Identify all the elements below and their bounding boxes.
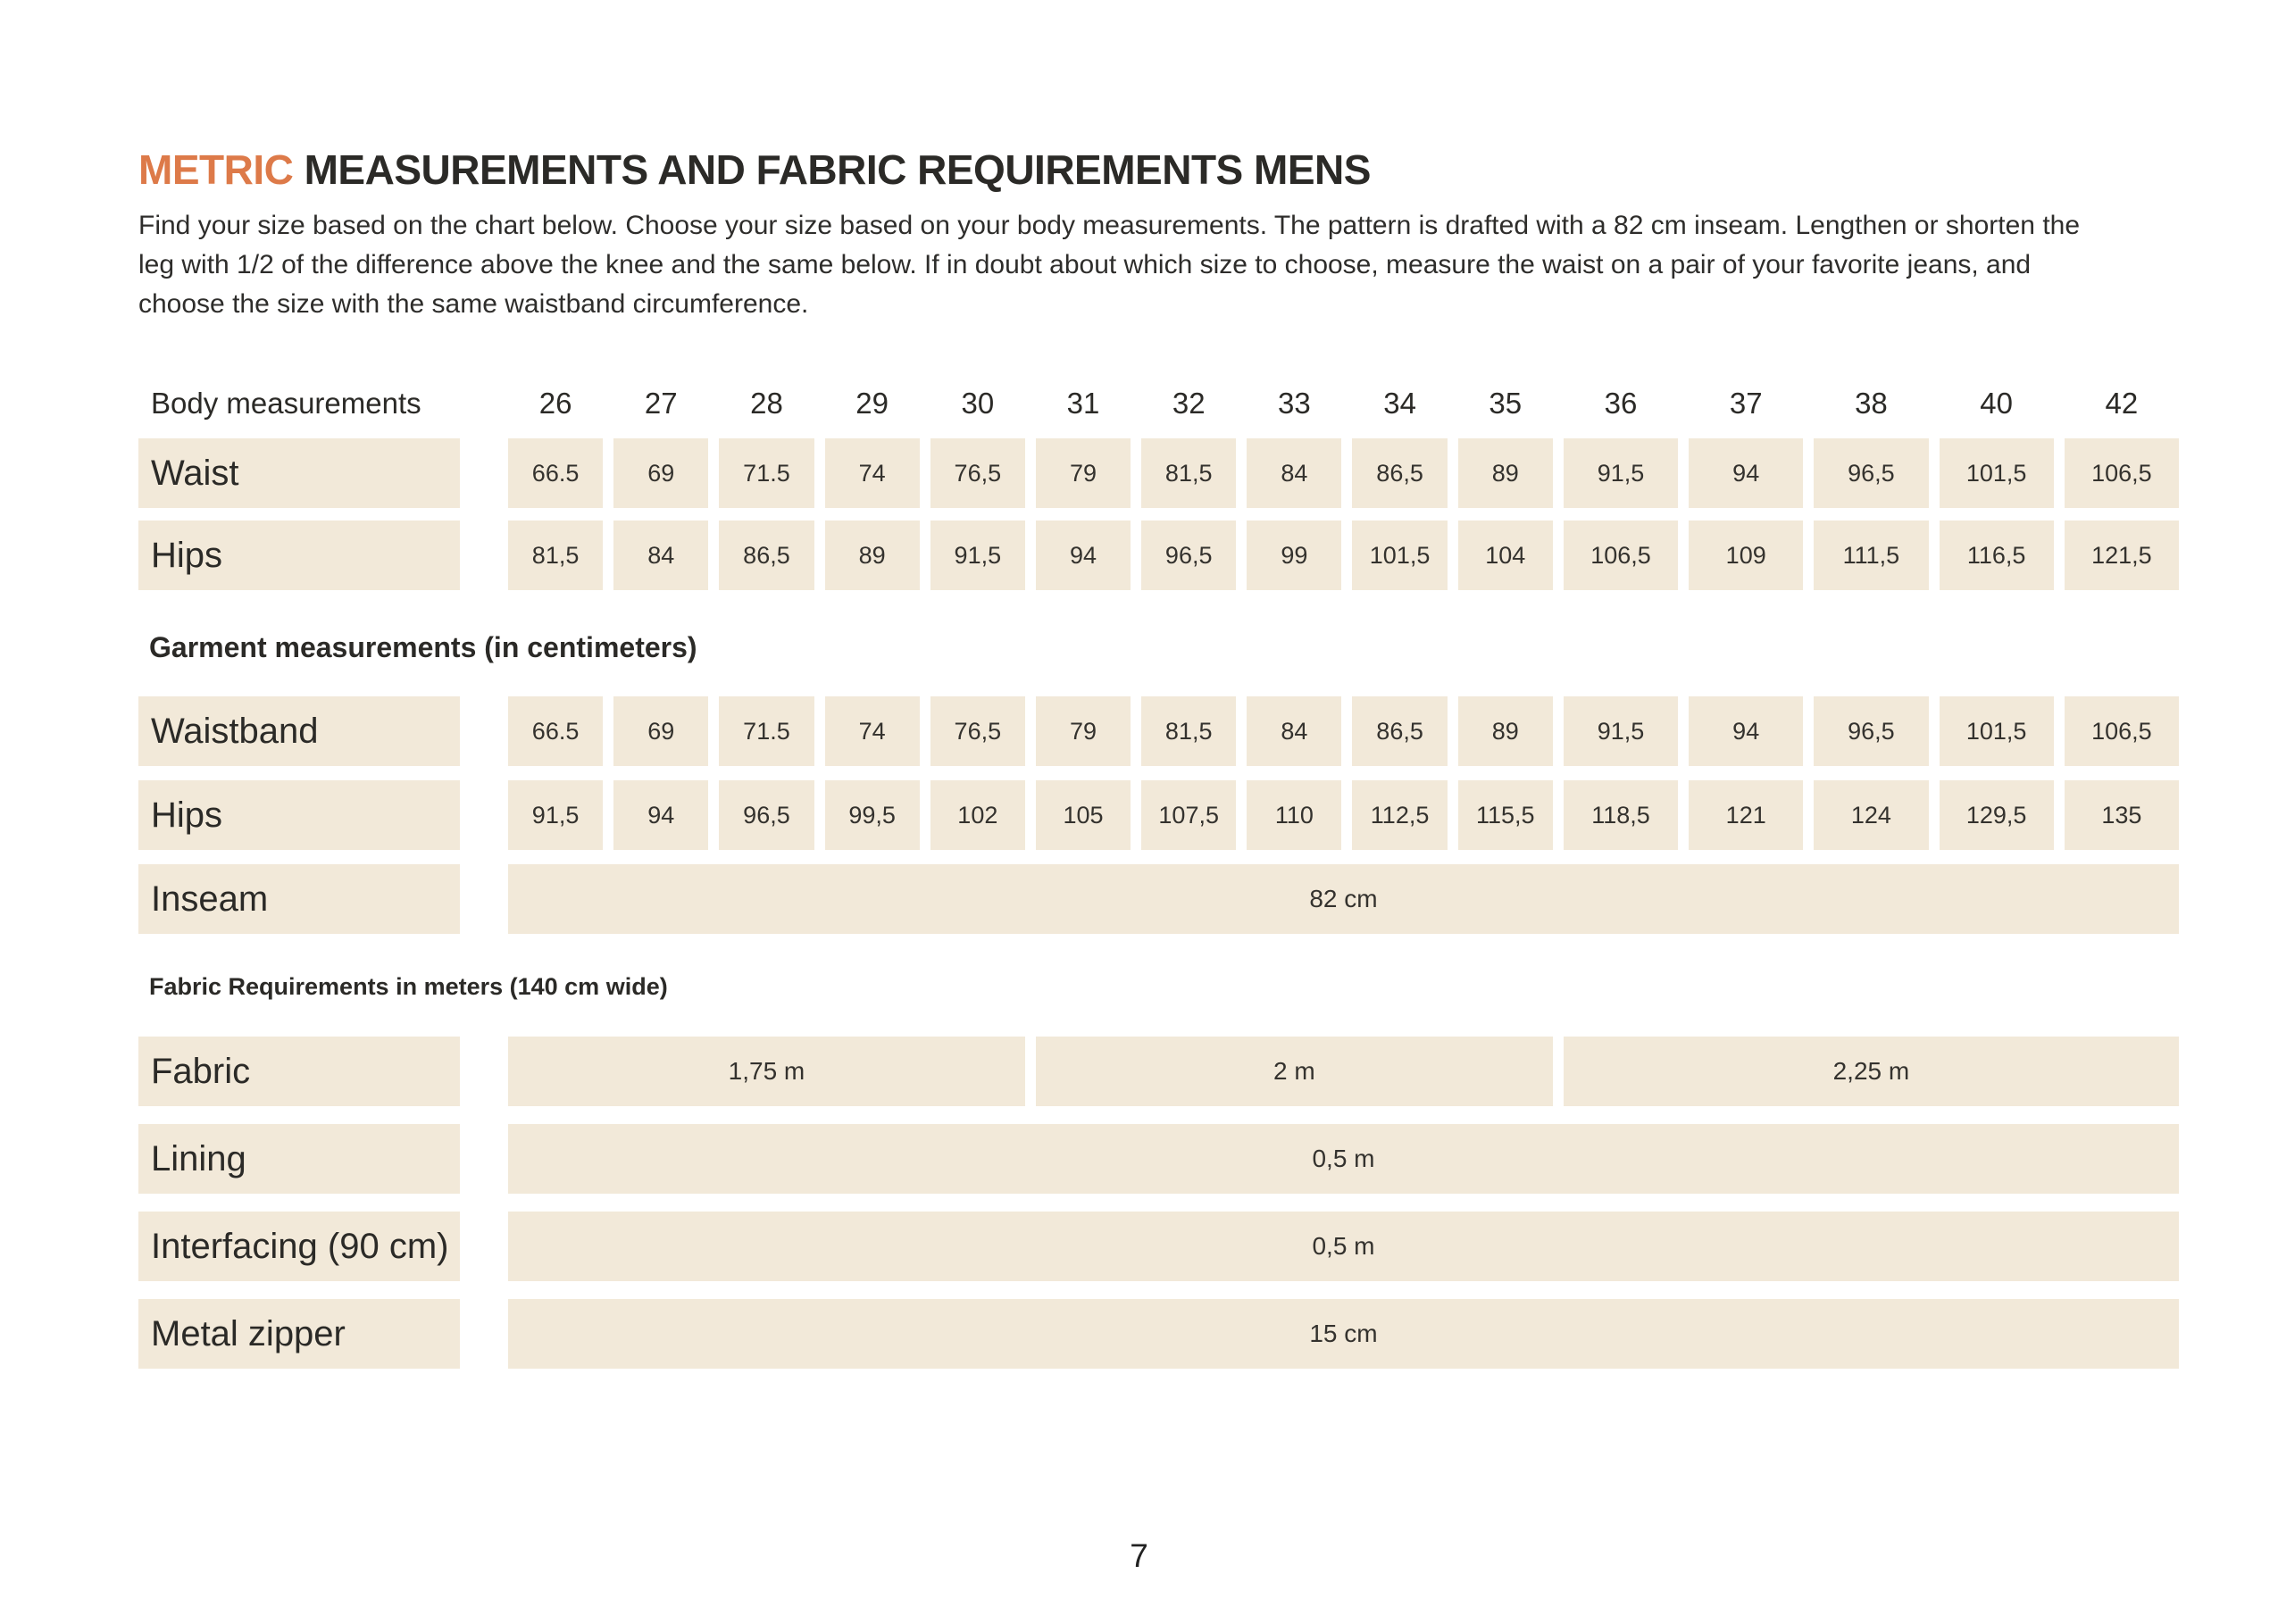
size-col-header: 36 — [1604, 387, 1638, 420]
hips-value: 104 — [1458, 521, 1553, 590]
fabric-span-medium: 2 m — [1036, 1037, 1553, 1106]
hips-value: 111,5 — [1814, 521, 1928, 590]
garment-hips-value: 121 — [1689, 780, 1803, 850]
waistband-value: 66.5 — [508, 696, 603, 766]
garment-hips-value: 107,5 — [1141, 780, 1236, 850]
hips-value: 86,5 — [719, 521, 814, 590]
row-label-metal-zipper: Metal zipper — [138, 1299, 460, 1369]
metal-zipper-value: 15 cm — [508, 1299, 2179, 1369]
garment-hips-value: 105 — [1036, 780, 1131, 850]
row-label-waist: Waist — [138, 438, 460, 508]
fabric-span-small: 1,75 m — [508, 1037, 1025, 1106]
size-header-row — [138, 381, 2179, 426]
size-col-header: 28 — [750, 387, 783, 420]
row-label-lining: Lining — [138, 1124, 460, 1194]
hips-value: 84 — [613, 521, 708, 590]
garment-hips-value: 91,5 — [508, 780, 603, 850]
waistband-value: 94 — [1689, 696, 1803, 766]
garment-hips-value: 110 — [1247, 780, 1341, 850]
lining-value: 0,5 m — [508, 1124, 2179, 1194]
hips-value: 99 — [1247, 521, 1341, 590]
size-col-header: 31 — [1066, 387, 1100, 420]
waist-value: 106,5 — [2065, 438, 2179, 508]
waistband-value: 84 — [1247, 696, 1341, 766]
size-col-header: 33 — [1278, 387, 1311, 420]
interfacing-value: 0,5 m — [508, 1212, 2179, 1281]
waist-value: 86,5 — [1352, 438, 1447, 508]
size-col-header: 30 — [961, 387, 995, 420]
waistband-value: 74 — [825, 696, 920, 766]
row-label-waistband: Waistband — [138, 696, 460, 766]
page-title — [138, 146, 2278, 194]
garment-hips-value: 135 — [2065, 780, 2179, 850]
waistband-value: 71.5 — [719, 696, 814, 766]
garment-hips-value: 118,5 — [1564, 780, 1678, 850]
hips-value: 106,5 — [1564, 521, 1678, 590]
fabric-requirements-table — [138, 1037, 2179, 1369]
garment-hips-value: 102 — [930, 780, 1025, 850]
body-measurements-table — [138, 438, 2179, 590]
waist-value: 79 — [1036, 438, 1131, 508]
garment-section-title: Garment measurements (in centimeters) — [149, 631, 697, 663]
hips-value: 81,5 — [508, 521, 603, 590]
size-col-header: 26 — [538, 387, 572, 420]
garment-hips-value: 99,5 — [825, 780, 920, 850]
title-highlight: METRIC — [138, 146, 294, 193]
size-col-header: 29 — [855, 387, 889, 420]
waist-value: 69 — [613, 438, 708, 508]
size-col-header: 32 — [1172, 387, 1206, 420]
inseam-value: 82 cm — [508, 864, 2179, 934]
title-rest: MEASUREMENTS AND FABRIC REQUIREMENTS MENS — [293, 146, 1371, 193]
row-label-garment-hips: Hips — [138, 780, 460, 850]
hips-value: 91,5 — [930, 521, 1025, 590]
waistband-value: 91,5 — [1564, 696, 1678, 766]
garment-hips-value: 115,5 — [1458, 780, 1553, 850]
fabric-section-title: Fabric Requirements in meters (140 cm wide) — [149, 973, 668, 1000]
size-col-header: 35 — [1489, 387, 1523, 420]
size-col-header: 37 — [1729, 387, 1763, 420]
row-label-inseam: Inseam — [138, 864, 460, 934]
garment-hips-value: 124 — [1814, 780, 1928, 850]
row-label-fabric: Fabric — [138, 1037, 460, 1106]
waistband-value: 96,5 — [1814, 696, 1928, 766]
waistband-value: 106,5 — [2065, 696, 2179, 766]
waistband-value: 81,5 — [1141, 696, 1236, 766]
size-col-header: 42 — [2105, 387, 2139, 420]
waist-value: 96,5 — [1814, 438, 1928, 508]
waistband-value: 69 — [613, 696, 708, 766]
waist-value: 84 — [1247, 438, 1341, 508]
fabric-span-large: 2,25 m — [1564, 1037, 2179, 1106]
garment-hips-value: 129,5 — [1940, 780, 2054, 850]
waistband-value: 86,5 — [1352, 696, 1447, 766]
garment-measurements-table — [138, 696, 2179, 934]
size-col-header: 40 — [1980, 387, 2014, 420]
hips-value: 121,5 — [2065, 521, 2179, 590]
body-measurements-header: Body measurements — [151, 387, 421, 420]
hips-value: 109 — [1689, 521, 1803, 590]
waist-value: 66.5 — [508, 438, 603, 508]
waist-value: 94 — [1689, 438, 1803, 508]
page-number: 7 — [1130, 1537, 1148, 1574]
hips-value: 94 — [1036, 521, 1131, 590]
waistband-value: 79 — [1036, 696, 1131, 766]
hips-value: 101,5 — [1352, 521, 1447, 590]
intro-paragraph: Find your size based on the chart below. Choose your size based on your body measurements. The pattern is drafted with a 82 cm inseam. Lengthen or shorten the leg with 1/2 of the difference above the knee and the same below. If in doubt about which size to choose, measure the waist on a pair of your favorite jeans, and choose the size with the same waistband circumference. — [138, 211, 2081, 319]
waistband-value: 76,5 — [930, 696, 1025, 766]
waistband-value: 89 — [1458, 696, 1553, 766]
waist-value: 91,5 — [1564, 438, 1678, 508]
size-col-header: 38 — [1855, 387, 1888, 420]
hips-value: 116,5 — [1940, 521, 2054, 590]
waistband-value: 101,5 — [1940, 696, 2054, 766]
waist-value: 71.5 — [719, 438, 814, 508]
waist-value: 76,5 — [930, 438, 1025, 508]
waist-value: 81,5 — [1141, 438, 1236, 508]
waist-value: 89 — [1458, 438, 1553, 508]
hips-value: 89 — [825, 521, 920, 590]
waist-value: 74 — [825, 438, 920, 508]
hips-value: 96,5 — [1141, 521, 1236, 590]
waist-value: 101,5 — [1940, 438, 2054, 508]
row-label-hips: Hips — [138, 521, 460, 590]
garment-hips-value: 96,5 — [719, 780, 814, 850]
garment-hips-value: 112,5 — [1352, 780, 1447, 850]
garment-hips-value: 94 — [613, 780, 708, 850]
size-col-header: 27 — [644, 387, 678, 420]
size-col-header: 34 — [1383, 387, 1416, 420]
row-label-interfacing: Interfacing (90 cm) — [138, 1212, 460, 1281]
